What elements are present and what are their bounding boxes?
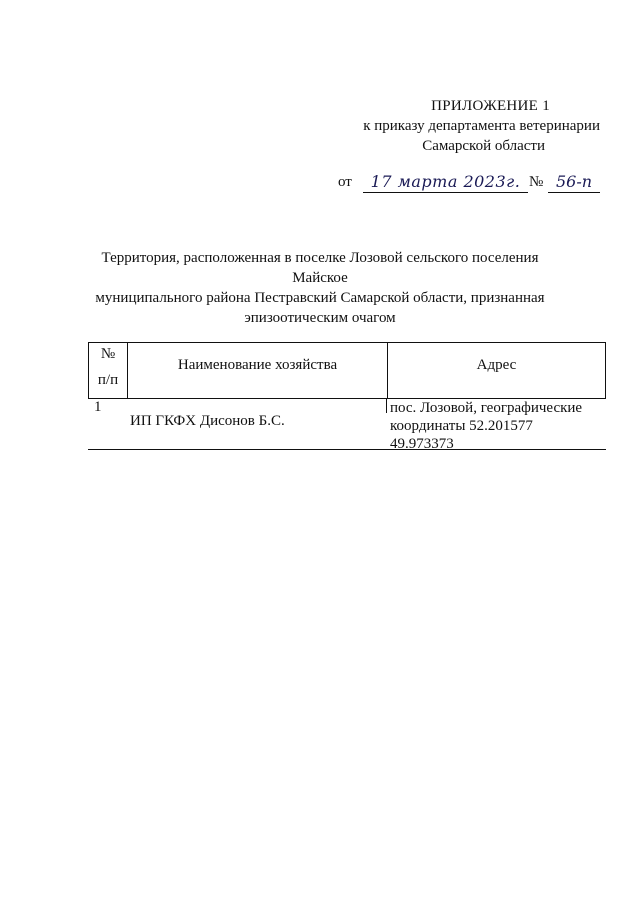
title-line-2: муниципального района Пестравский Самарской области, признанная: [95, 290, 545, 306]
document-title: [80, 248, 560, 328]
appendix-block: [300, 96, 600, 156]
order-number-handwritten: 56-п: [548, 172, 600, 193]
row-address-line-1: пос. Лозовой, географические: [390, 400, 583, 416]
header-number-sign: №: [100, 346, 116, 362]
header-address: Адрес: [476, 357, 517, 373]
row-farm-name: ИП ГКФХ Дисонов Б.С.: [130, 413, 285, 429]
row-address-line-3: 49.973373: [390, 436, 454, 452]
table-row: [88, 399, 606, 450]
order-date-number-line: [338, 172, 600, 198]
order-date-handwritten: 17 марта 2023г.: [363, 172, 528, 193]
header-number-cell: [89, 343, 128, 398]
table-header-row: [88, 342, 606, 399]
header-farm-name: Наименование хозяйства: [128, 343, 388, 398]
farms-table: [88, 342, 606, 450]
appendix-region: Самарской области: [422, 138, 545, 154]
column-divider: [386, 399, 387, 413]
row-address-line-2: координаты 52.201577: [390, 418, 533, 434]
row-number: 1: [94, 399, 102, 415]
header-number-pp: п/п: [97, 372, 119, 388]
order-number-label: №: [529, 174, 544, 190]
appendix-heading: ПРИЛОЖЕНИЕ 1: [431, 98, 550, 114]
appendix-order-reference: к приказу департамента ветеринарии: [363, 118, 600, 134]
row-address: [390, 399, 604, 453]
title-line-1: Территория, расположенная в поселке Лозовой сельского поселения Майское: [101, 250, 539, 286]
order-from-label: от: [338, 174, 352, 190]
title-line-3: эпизоотическим очагом: [244, 310, 396, 326]
